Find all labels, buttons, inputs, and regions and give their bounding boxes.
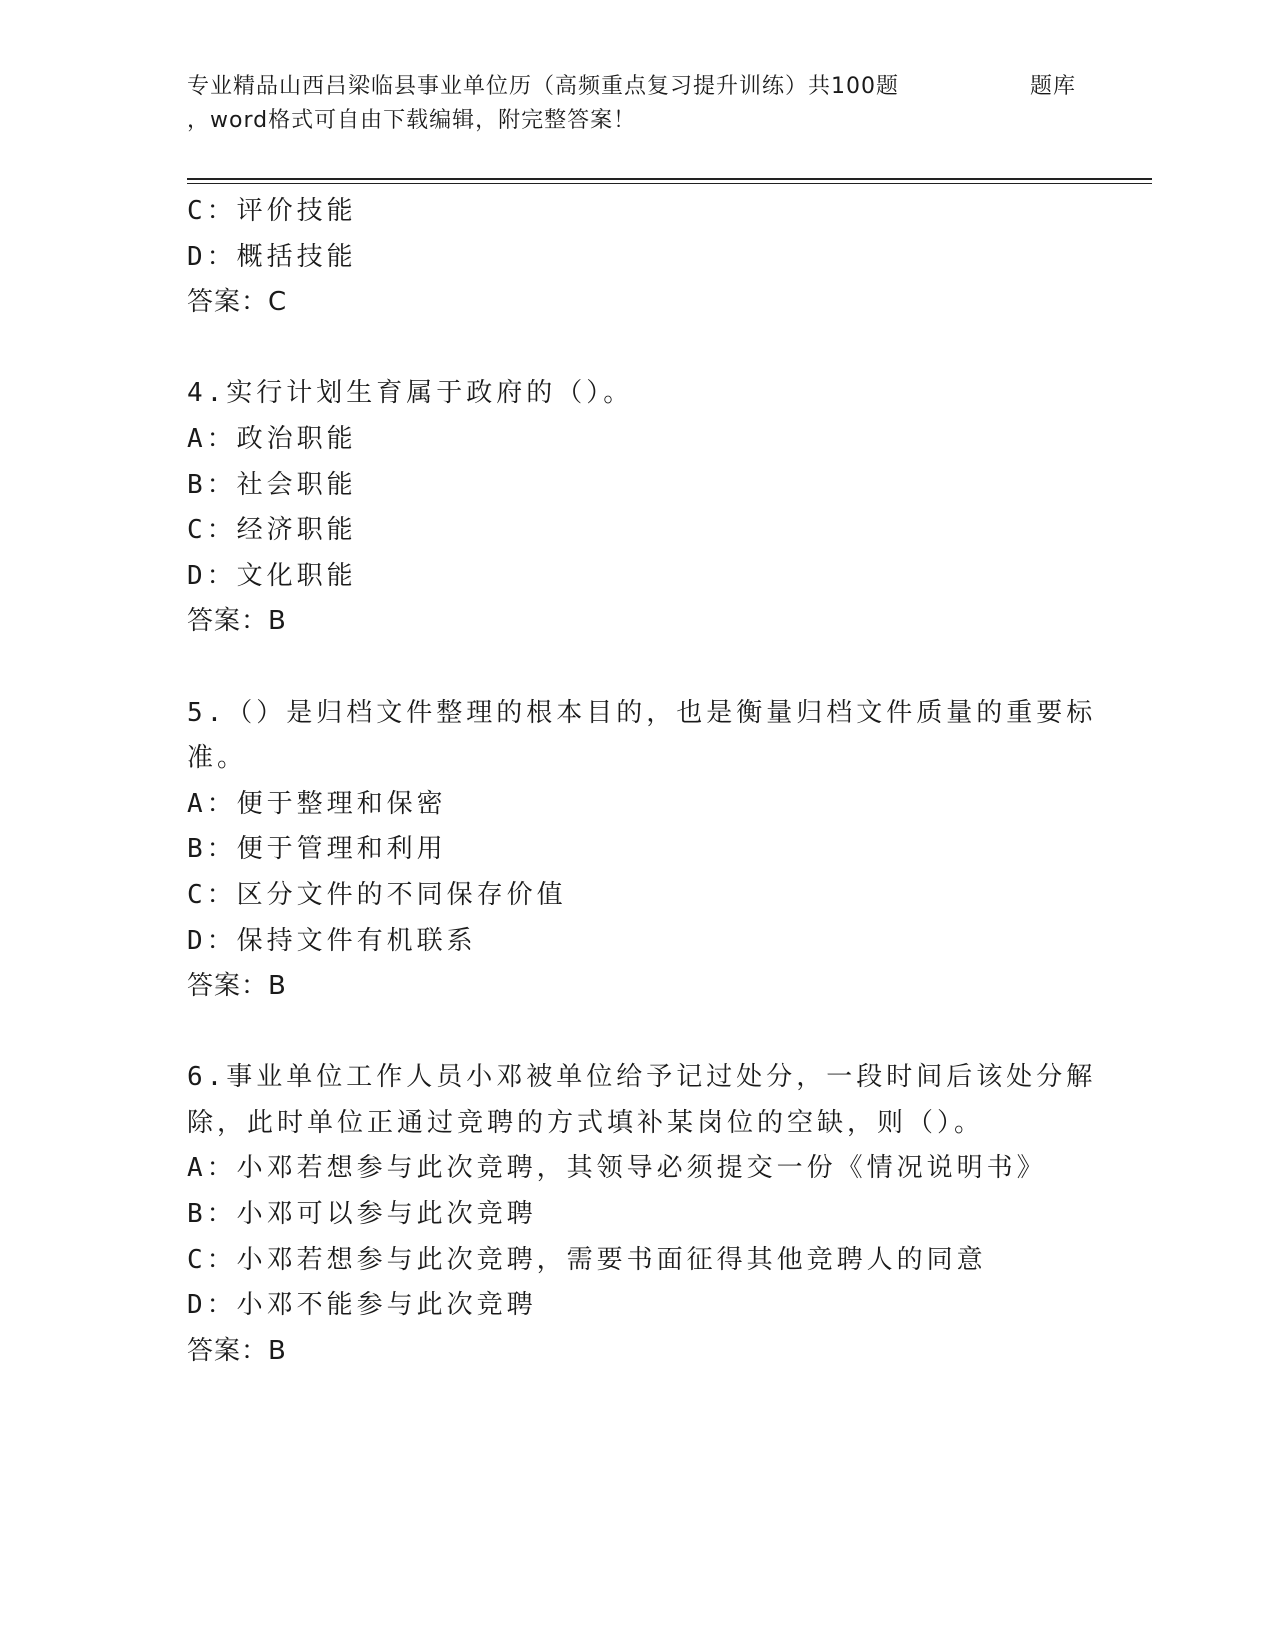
header-subtitle: ，word格式可自由下载编辑，附完整答案！	[187, 108, 637, 133]
question-block	[187, 691, 1097, 1010]
option: C：区分文件的不同保存价值	[187, 879, 567, 910]
option: C：经济职能	[187, 515, 357, 546]
header-tag: 题库	[1030, 74, 1077, 99]
question-stem-cont: 准。	[187, 743, 248, 774]
header-rule-thin	[187, 183, 1152, 184]
header-rule-thick	[187, 178, 1152, 180]
answer: 答案：C	[187, 287, 288, 318]
header-title: 专业精品山西吕梁临县事业单位历（高频重点复习提升训练）共100题	[187, 74, 899, 99]
question-list	[187, 189, 1097, 1374]
option: C：小邓若想参与此次竞聘，需要书面征得其他竞聘人的同意	[187, 1244, 987, 1275]
option: D：保持文件有机联系	[187, 925, 477, 956]
option: A：便于整理和保密	[187, 788, 447, 819]
answer: 答案：B	[187, 971, 287, 1002]
answer: 答案：B	[187, 606, 287, 637]
question-stem: 6.事业单位工作人员小邓被单位给予记过处分，一段时间后该处分解	[187, 1062, 1097, 1093]
answer: 答案：B	[187, 1335, 287, 1366]
option: B：便于管理和利用	[187, 834, 447, 865]
option: C：评价技能	[187, 196, 357, 226]
question-stem: 4.实行计划生育属于政府的（）。	[187, 378, 634, 409]
option: B：小邓可以参与此次竞聘	[187, 1199, 537, 1230]
question-block	[187, 1055, 1097, 1374]
document-header	[187, 70, 1087, 138]
question-stem: 5.（）是归档文件整理的根本目的，也是衡量归档文件质量的重要标	[187, 697, 1097, 728]
option: D：小邓不能参与此次竞聘	[187, 1290, 537, 1321]
option: D：概括技能	[187, 241, 357, 272]
question-stem-cont: 除，此时单位正通过竞聘的方式填补某岗位的空缺，则（）。	[187, 1107, 985, 1138]
option: D：文化职能	[187, 560, 357, 591]
option: A：政治职能	[187, 423, 357, 454]
option: A：小邓若想参与此次竞聘，其领导必须提交一份《情况说明书》	[187, 1153, 1047, 1184]
option: B：社会职能	[187, 469, 357, 500]
question-block	[187, 189, 1087, 326]
question-block	[187, 371, 1087, 645]
